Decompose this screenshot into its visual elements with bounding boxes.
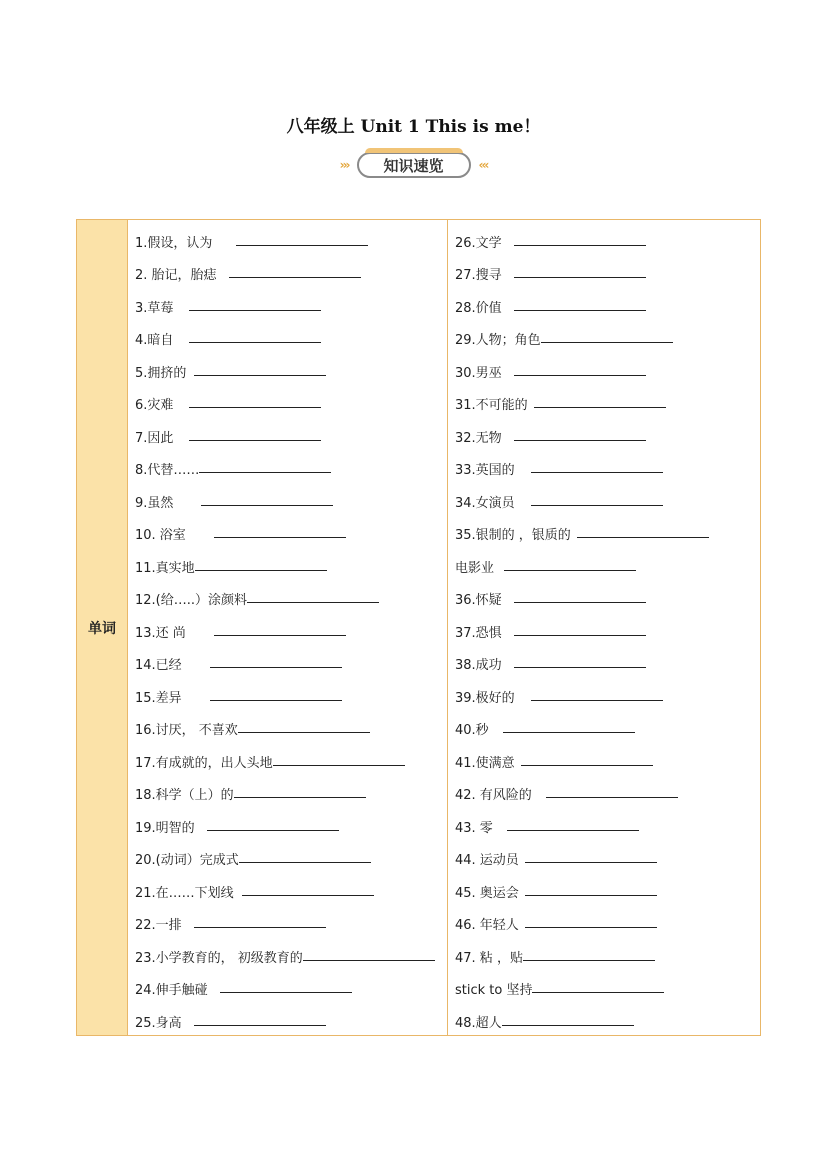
vocab-prompt: 17.有成就的，出人头地 xyxy=(135,755,273,771)
vocab-row xyxy=(455,583,760,616)
vocab-prompt: 28.价值 xyxy=(455,300,502,316)
vocab-row xyxy=(135,420,447,453)
answer-blank[interactable] xyxy=(194,1025,326,1026)
vocab-row xyxy=(455,843,760,876)
vocab-row xyxy=(135,843,447,876)
answer-blank[interactable] xyxy=(189,310,321,311)
vocab-row xyxy=(455,940,760,973)
answer-blank[interactable] xyxy=(220,992,352,993)
vocab-prompt: 37.恐惧 xyxy=(455,625,502,641)
answer-blank[interactable] xyxy=(514,245,646,246)
vocab-prompt: 38.成功 xyxy=(455,658,502,674)
vocab-prompt: 25.身高 xyxy=(135,1015,182,1031)
answer-blank[interactable] xyxy=(504,570,636,571)
section-banner xyxy=(0,149,827,181)
vocab-row xyxy=(135,518,447,551)
vocab-row xyxy=(455,778,760,811)
vocab-row xyxy=(135,323,447,356)
answer-blank[interactable] xyxy=(541,342,673,343)
vocab-prompt: 1.假设，认为 xyxy=(135,235,213,251)
answer-blank[interactable] xyxy=(531,505,663,506)
vocab-prompt: 7.因此 xyxy=(135,430,174,446)
vocab-prompt: 6.灾难 xyxy=(135,398,174,414)
answer-blank[interactable] xyxy=(525,895,657,896)
answer-blank[interactable] xyxy=(534,407,666,408)
vocab-prompt: 18.科学（上）的 xyxy=(135,788,234,804)
answer-blank[interactable] xyxy=(514,667,646,668)
vocab-row xyxy=(135,290,447,323)
vocab-prompt: 42. 有风险的 xyxy=(455,788,532,804)
answer-blank[interactable] xyxy=(521,765,653,766)
answer-blank[interactable] xyxy=(189,407,321,408)
vocab-row xyxy=(455,810,760,843)
vocab-prompt: 5.拥挤的 xyxy=(135,365,187,381)
vocab-row xyxy=(455,680,760,713)
answer-blank[interactable] xyxy=(523,960,655,961)
vocab-row xyxy=(455,713,760,746)
vocab-row xyxy=(135,453,447,486)
answer-blank[interactable] xyxy=(238,732,370,733)
vocab-row xyxy=(135,550,447,583)
vocab-row xyxy=(455,485,760,518)
answer-blank[interactable] xyxy=(189,440,321,441)
vocab-prompt: 22.一排 xyxy=(135,918,182,934)
vocab-prompt: 45. 奥运会 xyxy=(455,885,519,901)
right-arrows-icon: ››› xyxy=(339,158,349,172)
vocab-row xyxy=(455,388,760,421)
left-column xyxy=(128,220,448,1035)
vocab-row xyxy=(135,615,447,648)
vocab-row xyxy=(135,648,447,681)
answer-blank[interactable] xyxy=(210,700,342,701)
vocab-prompt: 36.怀疑 xyxy=(455,593,502,609)
vocab-prompt: 30.男巫 xyxy=(455,365,502,381)
section-label: 单词 xyxy=(88,620,116,637)
vocab-row xyxy=(455,973,760,1006)
vocab-prompt: 32.无物 xyxy=(455,430,502,446)
answer-blank[interactable] xyxy=(546,797,678,798)
vocab-prompt: 47. 粘 ，贴 xyxy=(455,950,523,966)
answer-blank[interactable] xyxy=(502,1025,634,1026)
answer-blank[interactable] xyxy=(514,602,646,603)
vocab-prompt: 40.秒 xyxy=(455,723,489,739)
page-title: 八年级上 Unit 1 This is me！ xyxy=(286,117,541,137)
answer-blank[interactable] xyxy=(195,570,327,571)
answer-blank[interactable] xyxy=(531,700,663,701)
answer-blank[interactable] xyxy=(234,797,366,798)
vocab-prompt: 13.还 尚 xyxy=(135,625,186,641)
answer-blank[interactable] xyxy=(514,310,646,311)
answer-blank[interactable] xyxy=(514,440,646,441)
vocab-row xyxy=(455,648,760,681)
vocab-prompt: 44. 运动员 xyxy=(455,853,519,869)
vocab-prompt: 27.搜寻 xyxy=(455,268,502,284)
answer-blank[interactable] xyxy=(532,992,664,993)
answer-blank[interactable] xyxy=(514,375,646,376)
answer-blank[interactable] xyxy=(214,635,346,636)
vocab-row xyxy=(455,290,760,323)
answer-blank[interactable] xyxy=(514,277,646,278)
vocab-prompt: 14.已经 xyxy=(135,658,182,674)
answer-blank[interactable] xyxy=(507,830,639,831)
vocab-prompt: 11.真实地 xyxy=(135,560,195,576)
vocab-row xyxy=(455,615,760,648)
vocab-prompt: 12.(给…..）涂颜料 xyxy=(135,593,248,609)
answer-blank[interactable] xyxy=(210,667,342,668)
vocab-prompt: 2. 胎记，胎痣 xyxy=(135,268,217,284)
answer-blank[interactable] xyxy=(503,732,635,733)
vocab-row xyxy=(135,973,447,1006)
vocab-row xyxy=(135,1005,447,1038)
section-label-cell xyxy=(77,220,128,1035)
vocab-row xyxy=(455,875,760,908)
answer-blank[interactable] xyxy=(247,602,379,603)
vocab-prompt: 15.差异 xyxy=(135,690,182,706)
vocab-prompt: 35.银制的 ，银质的 xyxy=(455,528,571,544)
vocab-row xyxy=(135,745,447,778)
badge-label: 知识速览 xyxy=(383,156,444,175)
vocab-prompt: 8.代替…… xyxy=(135,463,200,479)
vocab-row xyxy=(135,680,447,713)
vocab-prompt: 9.虽然 xyxy=(135,495,174,511)
answer-blank[interactable] xyxy=(236,245,368,246)
vocab-row xyxy=(135,875,447,908)
vocab-row xyxy=(455,908,760,941)
answer-blank[interactable] xyxy=(242,895,374,896)
vocab-prompt: 10. 浴室 xyxy=(135,528,186,544)
vocab-row xyxy=(455,355,760,388)
vocab-prompt: 41.使满意 xyxy=(455,755,515,771)
vocab-prompt: 39.极好的 xyxy=(455,690,515,706)
vocab-row xyxy=(135,388,447,421)
answer-blank[interactable] xyxy=(239,862,371,863)
vocabulary-table xyxy=(76,219,761,1036)
knowledge-overview-badge xyxy=(357,152,471,178)
vocab-row xyxy=(455,225,760,258)
answer-blank[interactable] xyxy=(531,472,663,473)
answer-blank[interactable] xyxy=(214,537,346,538)
answer-blank[interactable] xyxy=(525,862,657,863)
vocab-prompt: 43. 零 xyxy=(455,820,493,836)
vocab-row xyxy=(455,420,760,453)
vocab-prompt: 3.草莓 xyxy=(135,300,174,316)
answer-blank[interactable] xyxy=(273,765,405,766)
vocab-prompt: 21.在……下划线 xyxy=(135,885,234,901)
answer-blank[interactable] xyxy=(303,960,435,961)
vocab-row xyxy=(135,908,447,941)
vocab-prompt: 26.文学 xyxy=(455,235,502,251)
vocab-prompt: 16.讨厌， 不喜欢 xyxy=(135,723,238,739)
vocab-row xyxy=(135,583,447,616)
vocab-row xyxy=(135,485,447,518)
answer-blank[interactable] xyxy=(525,927,657,928)
vocab-prompt: 24.伸手触碰 xyxy=(135,983,208,999)
vocab-prompt: stick to 坚持 xyxy=(455,983,533,999)
vocab-prompt: 23.小学教育的， 初级教育的 xyxy=(135,950,303,966)
answer-blank[interactable] xyxy=(194,375,326,376)
vocab-row xyxy=(135,940,447,973)
answer-blank[interactable] xyxy=(194,927,326,928)
vocab-row xyxy=(135,225,447,258)
answer-blank[interactable] xyxy=(201,505,333,506)
vocab-prompt: 20.(动词）完成式 xyxy=(135,853,239,869)
vocab-prompt: 46. 年轻人 xyxy=(455,918,519,934)
vocab-row xyxy=(455,453,760,486)
answer-blank[interactable] xyxy=(229,277,361,278)
vocab-row xyxy=(455,1005,760,1038)
answer-blank[interactable] xyxy=(514,635,646,636)
vocab-row xyxy=(135,355,447,388)
vocab-row xyxy=(455,550,760,583)
answer-blank[interactable] xyxy=(189,342,321,343)
vocab-prompt: 4.暗自 xyxy=(135,333,174,349)
vocab-row xyxy=(135,810,447,843)
vocab-prompt: 19.明智的 xyxy=(135,820,195,836)
vocab-prompt: 33.英国的 xyxy=(455,463,515,479)
answer-blank[interactable] xyxy=(199,472,331,473)
vocab-row xyxy=(135,778,447,811)
right-column xyxy=(448,220,760,1035)
vocab-row xyxy=(455,745,760,778)
vocab-row xyxy=(455,258,760,291)
vocab-row xyxy=(455,323,760,356)
answer-blank[interactable] xyxy=(207,830,339,831)
vocab-row xyxy=(455,518,760,551)
vocab-prompt: 48.超人 xyxy=(455,1015,502,1031)
vocab-row xyxy=(135,713,447,746)
vocab-row xyxy=(135,258,447,291)
vocab-prompt: 31.不可能的 xyxy=(455,398,528,414)
left-arrows-icon: ‹‹‹ xyxy=(478,158,488,172)
answer-blank[interactable] xyxy=(577,537,709,538)
vocab-prompt: 34.女演员 xyxy=(455,495,515,511)
vocab-prompt: 电影业 xyxy=(455,560,495,576)
vocab-prompt: 29.人物；角色 xyxy=(455,333,541,349)
